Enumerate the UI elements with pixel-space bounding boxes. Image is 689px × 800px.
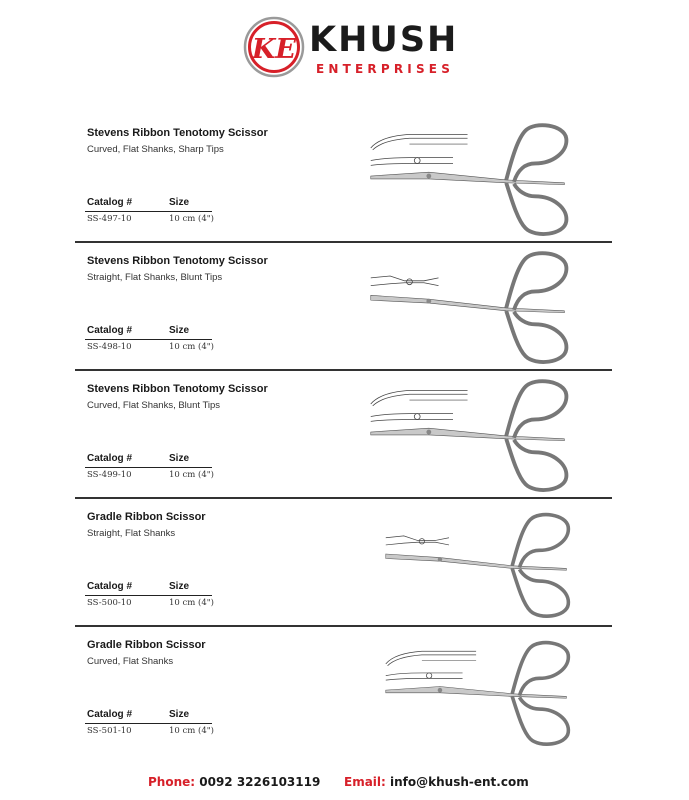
product-description: Curved, Flat Shanks xyxy=(87,656,174,667)
catalog-header: Catalog # xyxy=(87,581,133,592)
straight-ribbon-scissor-icon xyxy=(372,507,582,619)
logo-badge-text: KE xyxy=(251,34,297,65)
catalog-header: Catalog # xyxy=(87,453,133,464)
size-value: 10 cm (4") xyxy=(169,726,214,736)
product-title: Stevens Ribbon Tenotomy Scissor xyxy=(87,255,268,267)
section-divider xyxy=(75,369,612,371)
product-description: Curved, Flat Shanks, Blunt Tips xyxy=(87,400,221,411)
size-header: Size xyxy=(169,325,190,336)
catalog-number: SS-497-10 xyxy=(87,214,132,224)
spec-divider xyxy=(85,467,212,468)
curved-ribbon-scissor-icon xyxy=(356,117,581,237)
size-header: Size xyxy=(169,197,190,208)
product-entry xyxy=(0,255,689,383)
phone-label: Phone: xyxy=(148,775,196,789)
email-contact xyxy=(344,775,529,789)
section-divider xyxy=(75,625,612,627)
spec-divider xyxy=(85,339,212,340)
size-value: 10 cm (4") xyxy=(169,214,214,224)
company-logo xyxy=(243,14,459,78)
straight-ribbon-scissor-icon xyxy=(356,245,581,365)
email-address[interactable]: info@khush-ent.com xyxy=(390,775,529,789)
phone-number[interactable]: 0092 3226103119 xyxy=(199,775,321,789)
logo-name: KHUSH xyxy=(309,20,459,60)
catalog-header: Catalog # xyxy=(87,325,133,336)
catalog-number: SS-499-10 xyxy=(87,470,132,480)
curved-ribbon-scissor-icon xyxy=(372,635,582,747)
product-entry xyxy=(0,127,689,255)
phone-contact xyxy=(148,775,320,789)
contact-footer xyxy=(0,775,689,791)
size-header: Size xyxy=(169,709,190,720)
product-entry xyxy=(0,639,689,767)
logo-tagline: ENTERPRISES xyxy=(316,62,455,76)
curved-ribbon-scissor-icon xyxy=(356,373,581,493)
logo-badge-icon xyxy=(243,16,305,78)
size-value: 10 cm (4") xyxy=(169,470,214,480)
product-description: Straight, Flat Shanks, Blunt Tips xyxy=(87,272,223,283)
catalog-number: SS-500-10 xyxy=(87,598,132,608)
size-header: Size xyxy=(169,453,190,464)
size-value: 10 cm (4") xyxy=(169,342,214,352)
spec-divider xyxy=(85,723,212,724)
section-divider xyxy=(75,497,612,499)
product-entry xyxy=(0,383,689,511)
product-title: Gradle Ribbon Scissor xyxy=(87,511,206,523)
section-divider xyxy=(75,241,612,243)
catalog-number: SS-498-10 xyxy=(87,342,132,352)
size-value: 10 cm (4") xyxy=(169,598,214,608)
spec-divider xyxy=(85,595,212,596)
catalog-number: SS-501-10 xyxy=(87,726,132,736)
spec-divider xyxy=(85,211,212,212)
size-header: Size xyxy=(169,581,190,592)
product-title: Gradle Ribbon Scissor xyxy=(87,639,206,651)
product-title: Stevens Ribbon Tenotomy Scissor xyxy=(87,127,268,139)
product-entry xyxy=(0,511,689,639)
product-description: Straight, Flat Shanks xyxy=(87,528,176,539)
product-description: Curved, Flat Shanks, Sharp Tips xyxy=(87,144,224,155)
email-label: Email: xyxy=(344,775,386,789)
catalog-header: Catalog # xyxy=(87,197,133,208)
product-title: Stevens Ribbon Tenotomy Scissor xyxy=(87,383,268,395)
catalog-header: Catalog # xyxy=(87,709,133,720)
